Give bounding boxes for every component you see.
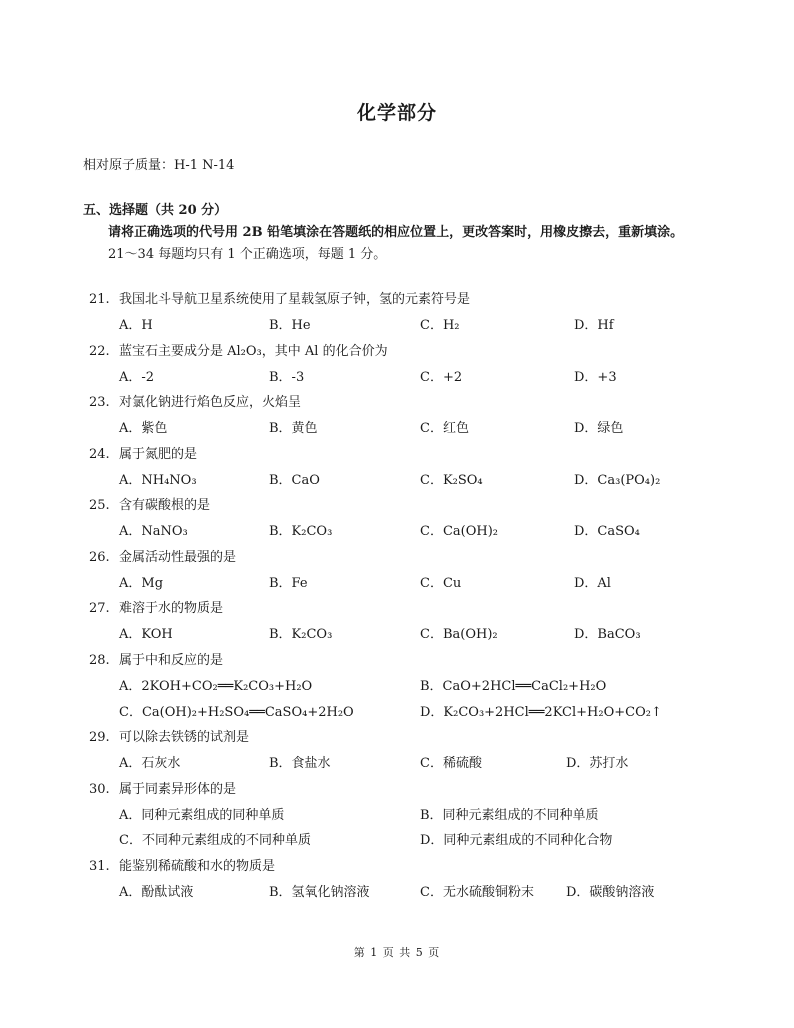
option-d: D．同种元素组成的不同种化合物 xyxy=(420,833,613,848)
option-a: A．紫色 xyxy=(119,421,168,436)
option-b: B．K₂CO₃ xyxy=(269,524,333,539)
option-c: C．稀硫酸 xyxy=(420,756,482,771)
option-d: D．苏打水 xyxy=(566,756,629,771)
option-d: D．BaCO₃ xyxy=(574,627,641,642)
question-31 xyxy=(89,855,275,874)
option-a: A．NaNO₃ xyxy=(119,524,188,539)
question-27 xyxy=(89,597,223,616)
option-b: B．He xyxy=(269,318,311,333)
option-b: B．CaO+2HCl══CaCl₂+H₂O xyxy=(420,679,607,694)
option-a: A．同种元素组成的同种单质 xyxy=(119,808,285,823)
option-b: B．黄色 xyxy=(269,421,318,436)
option-d: D．Al xyxy=(574,576,611,591)
question-stem: 属于同素异形体的是 xyxy=(119,782,237,797)
question-23 xyxy=(89,391,301,410)
option-c: C．H₂ xyxy=(420,318,460,333)
option-d: D．K₂CO₃+2HCl══2KCl+H₂O+CO₂↑ xyxy=(420,705,662,720)
page-title: 化学部分 xyxy=(356,102,437,124)
option-a: A．石灰水 xyxy=(119,756,181,771)
question-22 xyxy=(89,340,388,359)
question-26 xyxy=(89,546,236,565)
option-a: A．2KOH+CO₂══K₂CO₃+H₂O xyxy=(119,679,313,694)
section-scoring-note: 21～34 每题均只有 1 个正确选项，每题 1 分。 xyxy=(108,247,387,262)
option-d: D．+3 xyxy=(574,370,617,385)
option-b: B．CaO xyxy=(269,473,320,488)
section-title: 五、选择题（共 20 分） xyxy=(83,203,228,218)
option-d: D．绿色 xyxy=(574,421,624,436)
option-d: D．碳酸钠溶液 xyxy=(566,885,655,900)
option-a: A．Mg xyxy=(119,576,164,591)
option-d: D．Hf xyxy=(574,318,614,333)
option-c: C．无水硫酸铜粉末 xyxy=(420,885,534,900)
option-c: C．Cu xyxy=(420,576,462,591)
option-b: B．同种元素组成的不同种单质 xyxy=(420,808,599,823)
question-number: 31. xyxy=(89,859,110,874)
option-c: C．Ca(OH)₂+H₂SO₄══CaSO₄+2H₂O xyxy=(119,705,354,720)
question-stem: 属于氮肥的是 xyxy=(119,447,198,462)
option-a: A．NH₄NO₃ xyxy=(119,473,197,488)
option-d: D．CaSO₄ xyxy=(574,524,640,539)
option-c: C．红色 xyxy=(420,421,469,436)
question-stem: 可以除去铁锈的试剂是 xyxy=(119,730,250,745)
question-24 xyxy=(89,443,197,462)
question-number: 21. xyxy=(89,292,110,307)
option-b: B．食盐水 xyxy=(269,756,331,771)
question-21 xyxy=(89,288,470,307)
question-stem: 金属活动性最强的是 xyxy=(119,550,237,565)
question-25 xyxy=(89,494,210,513)
question-stem: 能鉴别稀硫酸和水的物质是 xyxy=(119,859,276,874)
option-b: B．氢氧化钠溶液 xyxy=(269,885,370,900)
question-stem: 含有碳酸根的是 xyxy=(119,498,211,513)
option-b: B．-3 xyxy=(269,370,305,385)
question-number: 24. xyxy=(89,447,110,462)
option-a: A．酚酞试液 xyxy=(119,885,194,900)
question-30 xyxy=(89,778,236,797)
option-c: C．K₂SO₄ xyxy=(420,473,483,488)
question-number: 27. xyxy=(89,601,110,616)
question-number: 30. xyxy=(89,782,110,797)
question-number: 22. xyxy=(89,344,110,359)
option-c: C．Ba(OH)₂ xyxy=(420,627,498,642)
atomic-mass-note: 相对原子质量：H-1 N-14 xyxy=(83,158,235,173)
option-a: A．-2 xyxy=(119,370,155,385)
question-number: 23. xyxy=(89,395,110,410)
option-c: C．Ca(OH)₂ xyxy=(420,524,498,539)
question-number: 29. xyxy=(89,730,110,745)
question-stem: 难溶于水的物质是 xyxy=(119,601,224,616)
option-a: A．H xyxy=(119,318,153,333)
question-29 xyxy=(89,726,249,745)
option-b: B．K₂CO₃ xyxy=(269,627,333,642)
option-c: C．+2 xyxy=(420,370,463,385)
option-c: C．不同种元素组成的不同种单质 xyxy=(119,833,311,848)
section-instruction: 请将正确选项的代号用 2B 铅笔填涂在答题纸的相应位置上，更改答案时，用橡皮擦去，重新填涂。 xyxy=(108,225,684,240)
question-stem: 对氯化钠进行焰色反应，火焰呈 xyxy=(119,395,302,410)
option-b: B．Fe xyxy=(269,576,308,591)
question-number: 25. xyxy=(89,498,110,513)
question-number: 26. xyxy=(89,550,110,565)
question-number: 28. xyxy=(89,653,110,668)
question-stem: 蓝宝石主要成分是 Al₂O₃，其中 Al 的化合价为 xyxy=(119,344,388,359)
option-a: A．KOH xyxy=(119,627,173,642)
question-28 xyxy=(89,649,223,668)
option-d: D．Ca₃(PO₄)₂ xyxy=(574,473,661,488)
question-stem: 属于中和反应的是 xyxy=(119,653,224,668)
page-footer: 第 1 页 共 5 页 xyxy=(353,946,441,959)
question-stem: 我国北斗导航卫星系统使用了星载氢原子钟，氢的元素符号是 xyxy=(119,292,471,307)
